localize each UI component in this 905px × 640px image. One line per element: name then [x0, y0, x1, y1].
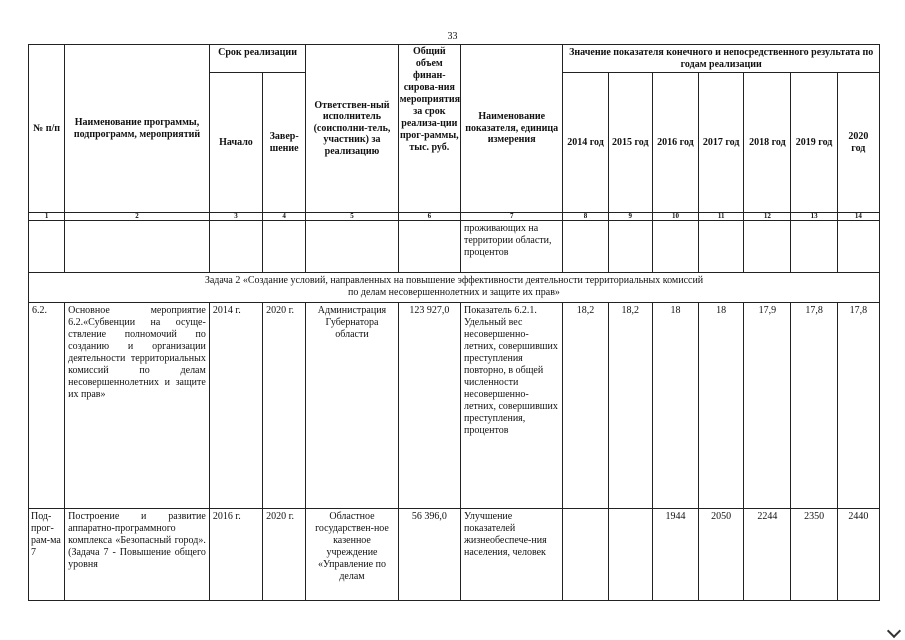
cell-indicator: проживающих на территории области, процентов — [460, 221, 562, 273]
cell-start: 2016 г. — [209, 509, 262, 601]
cell-num — [29, 221, 65, 273]
column-number: 1 — [29, 213, 65, 221]
column-numbers-row — [29, 213, 880, 221]
cell-value: 17,9 — [744, 303, 791, 509]
cell-value — [837, 221, 879, 273]
column-number: 9 — [608, 213, 652, 221]
cell-value: 18,2 — [563, 303, 608, 509]
header-end: Завер-шение — [263, 73, 306, 213]
column-number: 3 — [209, 213, 262, 221]
cell-value: 2350 — [791, 509, 837, 601]
cell-start — [209, 221, 262, 273]
column-number: 5 — [306, 213, 398, 221]
cell-responsible: Областное государствен-ное казенное учреждение «Управление по делам — [306, 509, 398, 601]
cell-value — [744, 221, 791, 273]
cell-num: 6.2. — [29, 303, 65, 509]
column-number: 7 — [460, 213, 562, 221]
corner-mark — [887, 624, 901, 638]
cell-name — [65, 221, 210, 273]
header-start: Начало — [209, 73, 262, 213]
column-number: 14 — [837, 213, 879, 221]
cell-value: 2244 — [744, 509, 791, 601]
header-name: Наименование программы, подпрограмм, мероприятий — [65, 45, 210, 213]
column-number: 2 — [65, 213, 210, 221]
header-year: 2018 год — [744, 73, 791, 213]
column-number: 12 — [744, 213, 791, 221]
header-year: 2017 год — [699, 73, 744, 213]
column-number: 13 — [791, 213, 837, 221]
cell-volume — [398, 221, 460, 273]
cell-value: 2440 — [837, 509, 879, 601]
header-values: Значение показателя конечного и непосредственного результата по годам реализации — [563, 45, 880, 73]
page-number: 33 — [447, 31, 458, 42]
cell-value: 18 — [699, 303, 744, 509]
cell-value: 1944 — [652, 509, 698, 601]
cell-value — [652, 221, 698, 273]
cell-value: 18,2 — [608, 303, 652, 509]
task-title — [29, 273, 880, 303]
column-number: 8 — [563, 213, 608, 221]
cell-value — [608, 509, 652, 601]
table-row — [29, 303, 880, 509]
cell-responsible — [306, 221, 398, 273]
continuation-row — [29, 221, 880, 273]
cell-end: 2020 г. — [263, 509, 306, 601]
header-indicator: Наименование показателя, единица измерения — [460, 45, 562, 213]
cell-responsible: Администрация Губернатора области — [306, 303, 398, 509]
task-row — [29, 273, 880, 303]
cell-value — [699, 221, 744, 273]
cell-value — [563, 221, 608, 273]
header-year: 2019 год — [791, 73, 837, 213]
column-number: 10 — [652, 213, 698, 221]
column-number: 4 — [263, 213, 306, 221]
header-year: 2020 год — [837, 73, 879, 213]
cell-value: 2050 — [699, 509, 744, 601]
cell-end: 2020 г. — [263, 303, 306, 509]
cell-value — [608, 221, 652, 273]
header-num: № п/п — [29, 45, 65, 213]
cell-value: 18 — [652, 303, 698, 509]
header-responsible: Ответствен-ный исполнитель (соисполни-тель, участник) за реализацию — [306, 45, 398, 213]
cell-indicator: Показатель 6.2.1. Удельный вес несовершенно-летних, совершивших преступления повторно, в общей численности несовершенно-летних, совершивших преступления, процентов — [460, 303, 562, 509]
cell-value: 17,8 — [837, 303, 879, 509]
cell-name: Построение и развитие аппаратно-программного комплекса «Безопасный город». (Задача 7 - Повышение общего уровня — [65, 509, 210, 601]
cell-volume: 123 927,0 — [398, 303, 460, 509]
program-table — [28, 44, 880, 601]
header-term: Срок реализации — [209, 45, 305, 73]
cell-start: 2014 г. — [209, 303, 262, 509]
header-year: 2014 год — [563, 73, 608, 213]
cell-value — [791, 221, 837, 273]
task-title-line: Задача 2 «Создание условий, направленных на повышение эффективности деятельности территориальных комиссий — [204, 275, 704, 286]
cell-end — [263, 221, 306, 273]
cell-value: 17,8 — [791, 303, 837, 509]
cell-indicator: Улучшение показателей жизнеобеспече-ния населения, человек — [460, 509, 562, 601]
column-number: 6 — [398, 213, 460, 221]
header-year: 2016 год — [652, 73, 698, 213]
cell-num: Под-прог-рам-ма 7 — [29, 509, 65, 601]
cell-name: Основное мероприятие 6.2.«Субвенции на осуще-ствление полномочий по созданию и организации деятельности территориальных комиссий по делам несовершеннолетних и защите их прав» — [65, 303, 210, 509]
cell-value — [563, 509, 608, 601]
header-year: 2015 год — [608, 73, 652, 213]
column-number: 11 — [699, 213, 744, 221]
header-volume: Общий объем финан-сирова-ния мероприятия за срок реализа-ции прог-раммы, тыс. руб. — [398, 45, 460, 213]
task-title-line: по делам несовершеннолетних и защите их прав» — [348, 287, 560, 298]
cell-volume: 56 396,0 — [398, 509, 460, 601]
table-row — [29, 509, 880, 601]
